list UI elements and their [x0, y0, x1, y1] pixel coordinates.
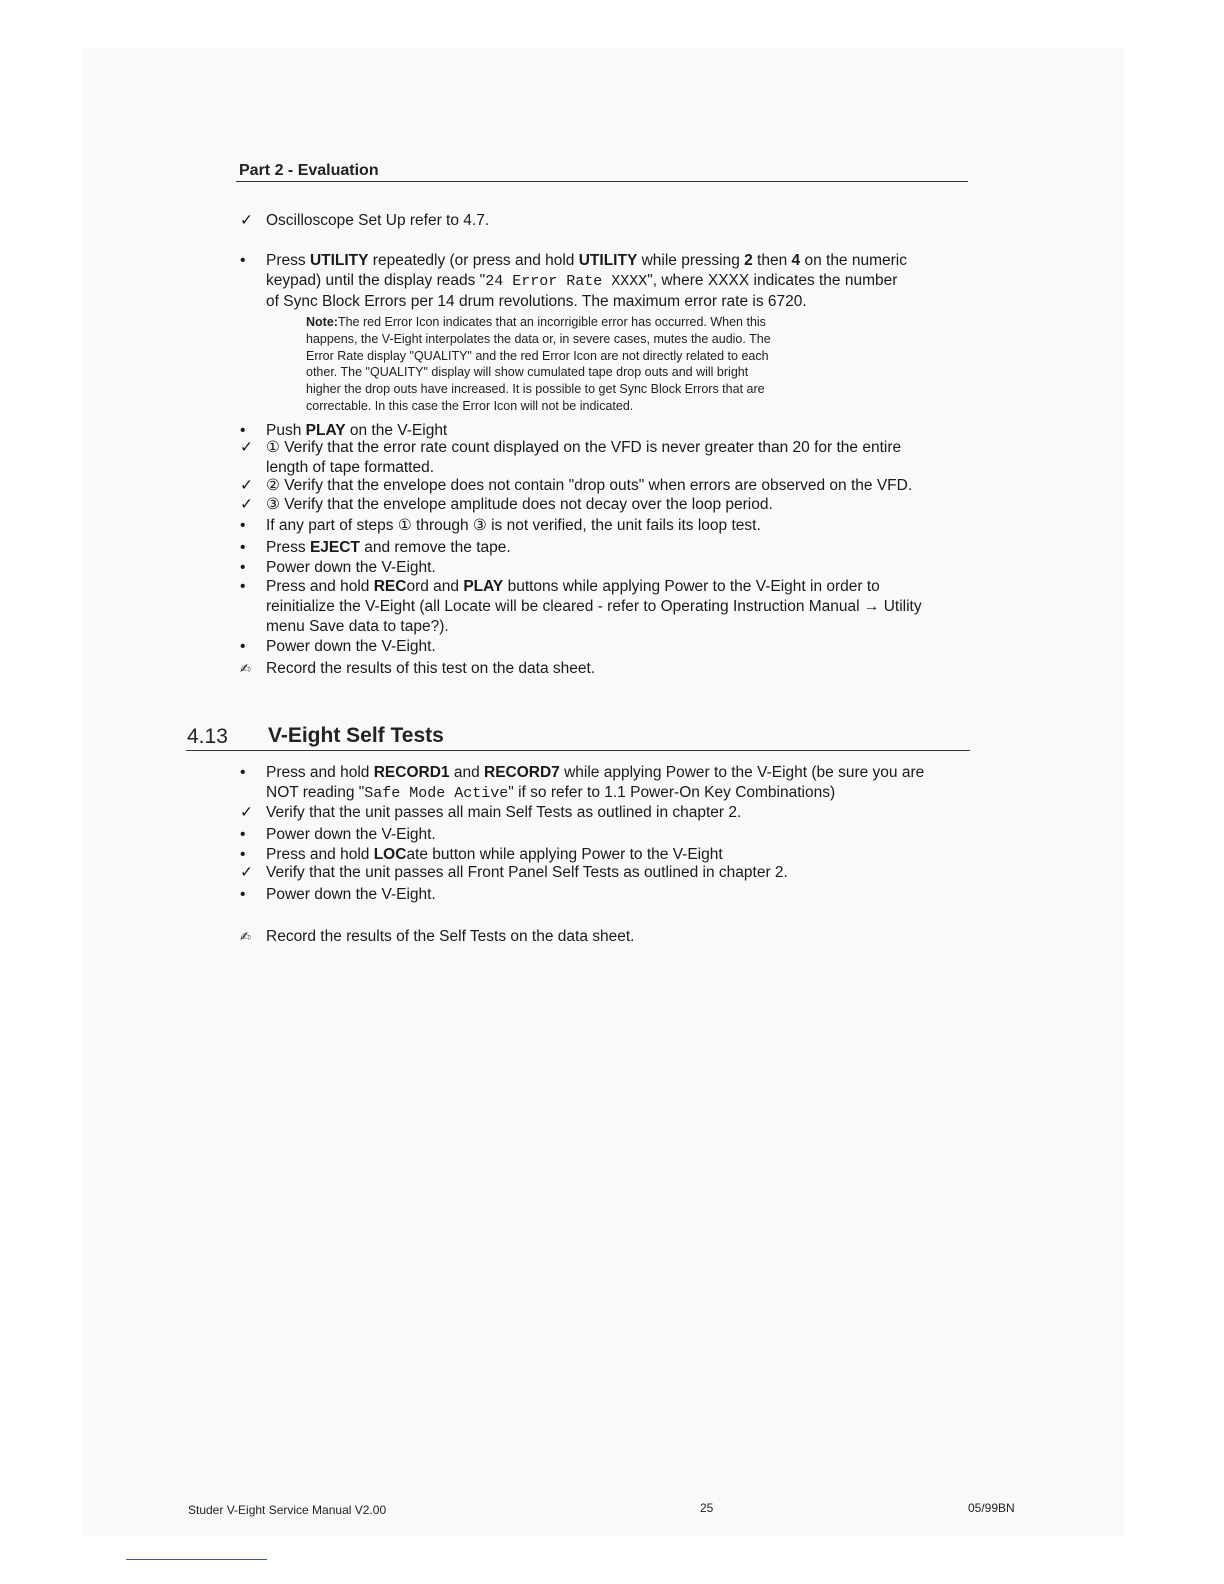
display-readout: 24 Error Rate XXXX	[485, 273, 648, 290]
scan-edge-line	[126, 1559, 267, 1560]
check-mark-icon: ✓	[240, 804, 253, 821]
list-item-verify-2: ✓ ② Verify that the envelope does not contain "drop outs" when errors are observed on the VFD.	[240, 477, 913, 494]
footer-manual-title: Studer V-Eight Service Manual V2.00	[188, 1503, 387, 1517]
check-mark-icon: ✓	[240, 864, 253, 881]
list-item-oscilloscope: ✓ Oscilloscope Set Up refer to 4.7.	[240, 212, 490, 229]
check-mark-icon: ✓	[240, 212, 253, 229]
bullet-icon: •	[240, 539, 246, 556]
bullet-icon: •	[240, 252, 246, 269]
bullet-icon: •	[240, 422, 246, 439]
list-item-verify-1: ✓ ① Verify that the error rate count displayed on the VFD is never greater than 20 for the entire length of tape formatted.	[240, 439, 902, 476]
list-item-power-down-4: • Power down the V-Eight.	[240, 886, 436, 903]
bullet-icon: •	[240, 638, 246, 655]
list-item-locate: • Press and hold LOCate button while applying Power to the V-Eight	[240, 846, 723, 863]
part-title-underline	[236, 181, 968, 182]
list-item-fail: • If any part of steps ① through ③ is not verified, the unit fails its loop test.	[240, 517, 761, 534]
list-item-self-test-start: • Press and hold RECORD1 and RECORD7 while applying Power to the V-Eight (be sure you are NOT reading "Safe Mode Active" if so refer to 1.1 Power-On Key Combinations)	[240, 764, 925, 802]
list-item-utility: • Press UTILITY repeatedly (or press and hold UTILITY while pressing 2 then 4 on the numeric keypad) until the display reads "24 Error Rate XXXX", where XXXX indicates the number of Sync Block Errors per 14 drum revolutions. The maximum error rate is 6720.	[240, 252, 907, 310]
footer-date: 05/99BN	[968, 1501, 1015, 1515]
list-item-verify-main: ✓ Verify that the unit passes all main Self Tests as outlined in chapter 2.	[240, 804, 742, 821]
bullet-icon: •	[240, 764, 246, 781]
writing-hand-icon: ✍	[240, 661, 251, 676]
footer-page-number: 25	[700, 1501, 714, 1515]
writing-hand-icon: ✍	[240, 929, 251, 944]
list-item-record-self-tests: ✍ Record the results of the Self Tests on the data sheet.	[240, 928, 635, 945]
section-title-underline	[186, 750, 970, 751]
bullet-icon: •	[240, 846, 246, 863]
list-item-power-down-3: • Power down the V-Eight.	[240, 826, 436, 843]
list-item-power-down-2: • Power down the V-Eight.	[240, 638, 436, 655]
check-mark-icon: ✓	[240, 439, 253, 456]
check-mark-icon: ✓	[240, 477, 253, 494]
check-mark-icon: ✓	[240, 496, 253, 513]
bullet-icon: •	[240, 517, 246, 534]
list-item-verify-3: ✓ ③ Verify that the envelope amplitude does not decay over the loop period.	[240, 496, 773, 513]
list-item-reinit: • Press and hold RECord and PLAY buttons while applying Power to the V-Eight in order to reinitialize the V-Eight (all Locate will be cleared - refer to Operating Instruction Manual → Utility menu Save data to tape?).	[240, 578, 922, 635]
section-number: 4.13	[187, 725, 228, 748]
bullet-icon: •	[240, 826, 246, 843]
bullet-icon: •	[240, 886, 246, 903]
list-item-verify-front-panel: ✓ Verify that the unit passes all Front Panel Self Tests as outlined in chapter 2.	[240, 864, 788, 881]
bullet-icon: •	[240, 578, 246, 595]
bullet-icon: •	[240, 559, 246, 576]
note-block: Note:The red Error Icon indicates that an incorrigible error has occurred. When this happens, the V-Eight interpolates the data or, in severe cases, mutes the audio. The Error Rate display "QUALITY" and the red Error Icon are not directly related to each other. The "QUALITY" display will show cumulated tape drop outs and will bright higher the drop outs have increased. It is possible to get Sync Block Errors that are correctable. In this case the Error Icon will not be indicated.	[306, 315, 771, 413]
list-item-push-play: • Push PLAY on the V-Eight	[240, 422, 448, 439]
part-title: Part 2 - Evaluation	[239, 162, 379, 179]
list-item-power-down-1: • Power down the V-Eight.	[240, 559, 436, 576]
list-item-record-results: ✍ Record the results of this test on the data sheet.	[240, 660, 596, 677]
list-item-eject: • Press EJECT and remove the tape.	[240, 539, 511, 556]
display-readout: Safe Mode Active	[364, 785, 509, 802]
section-title: V-Eight Self Tests	[268, 724, 444, 747]
